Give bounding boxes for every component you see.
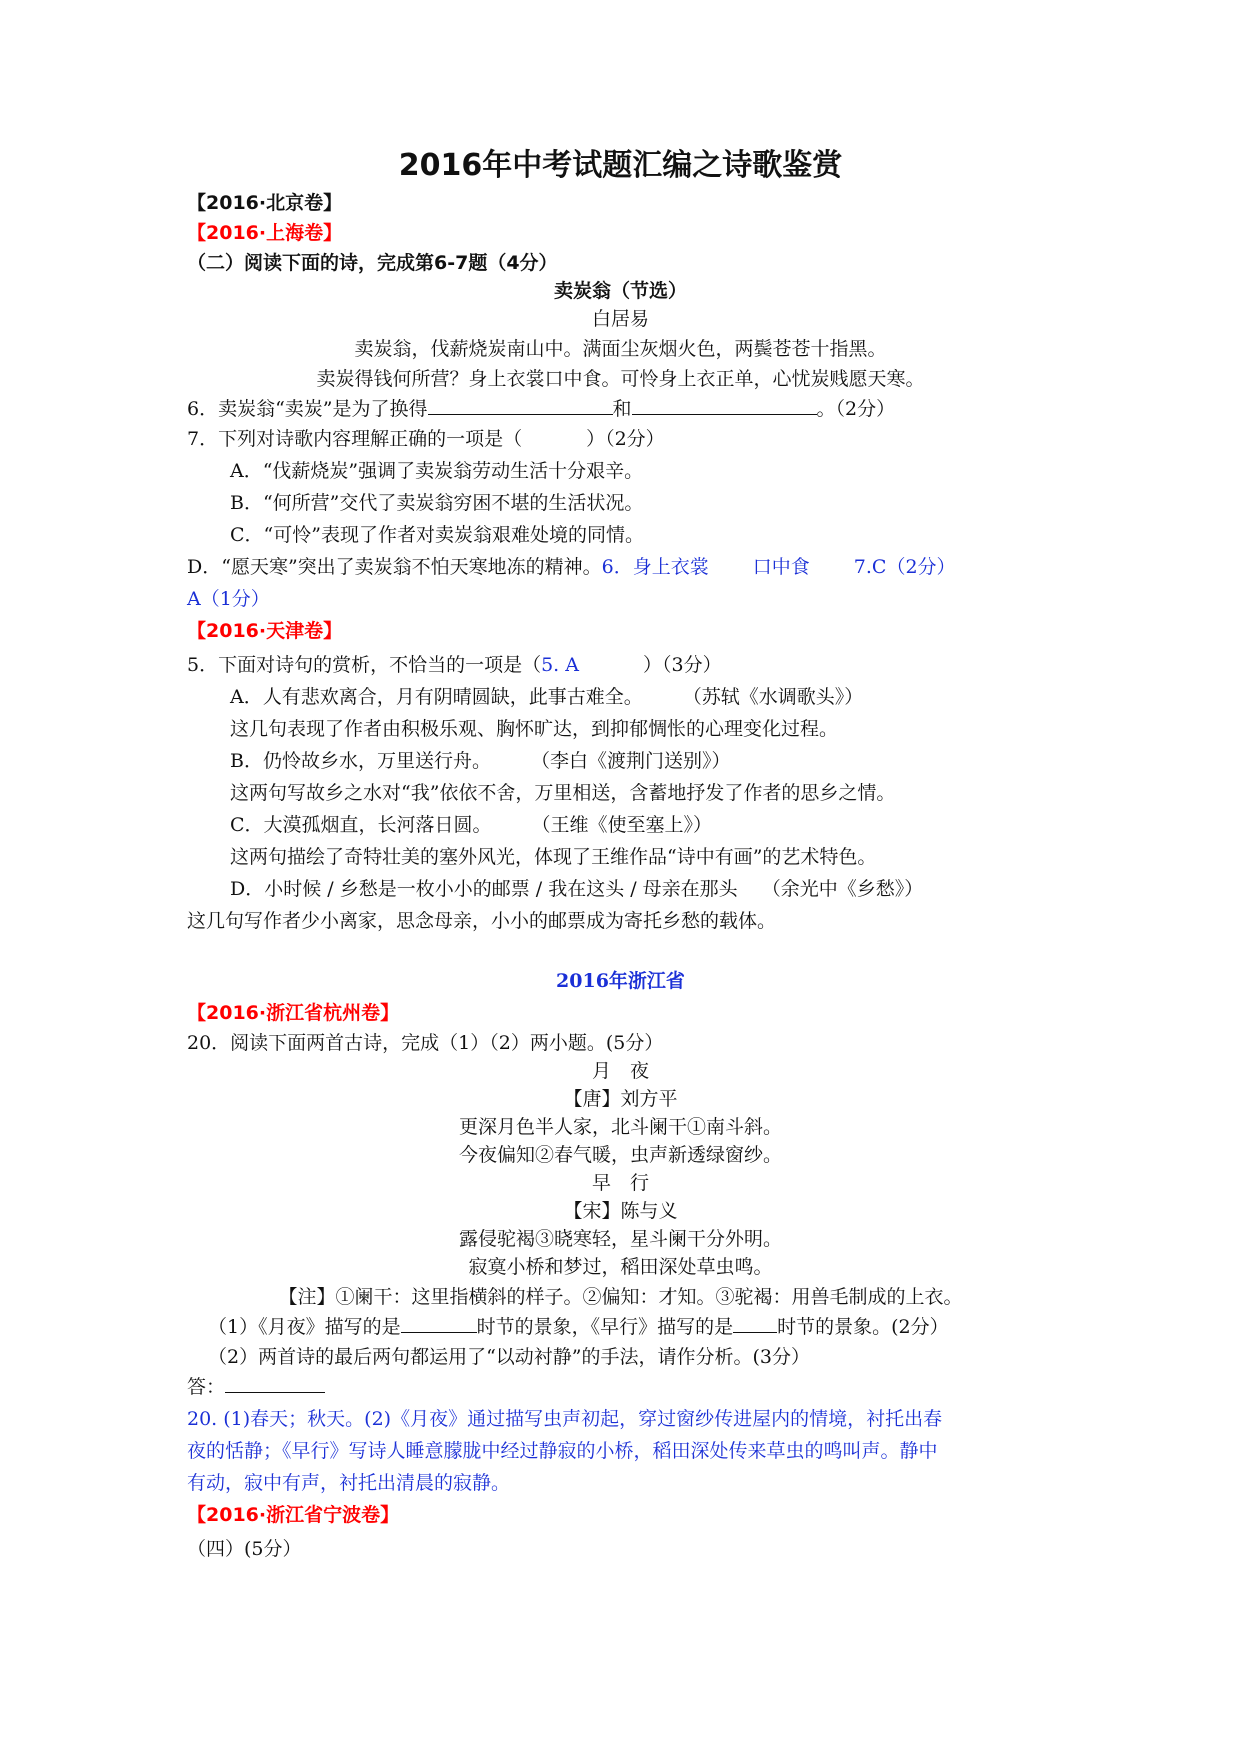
question-6 [187,396,895,422]
answer-20-line-3: 有动，寂中有声，衬托出清晨的寂静。 [187,1472,511,1494]
poem-line-1: 卖炭翁，伐薪烧炭南山中。满面尘灰烟火色，两鬓苍苍十指黑。 [354,338,887,360]
question-20-1 [208,1314,949,1340]
answer-blank[interactable] [733,1314,777,1333]
answer-6b: 口中食 [752,556,810,578]
answer-label: 答： [187,1376,226,1398]
question-7 [187,426,665,452]
question-6-and: 和 [612,398,632,420]
option-5d-source: （余光中《乡愁》） [761,878,924,900]
question-6-points: 。（2分） [816,398,896,420]
question-20-1-text-b: 时节的景象，《早行》描写的是 [476,1316,734,1338]
answer-7: 7.C（2分） [853,556,956,578]
option-5b-note: 这两句写故乡之水对“我”依依不舍，万里相送，含蓄地抒发了作者的思乡之情。 [230,782,896,804]
section-zhejiang: 2016年浙江省 [556,970,685,992]
option-5a [230,684,863,710]
answer-5: 5. A [541,654,579,676]
question-20-1-text-a: （1）《月夜》描写的是 [208,1316,401,1338]
poem-title-maitanweng: 卖炭翁（节选） [553,280,687,302]
poem-author-liufangping: 【唐】刘方平 [563,1088,678,1110]
option-5c-note: 这两句描绘了奇特壮美的塞外风光，体现了王维作品“诗中有画”的艺术特色。 [230,846,877,868]
poem-yueye-line-1: 更深月色半人家，北斗阑干①南斗斜。 [458,1116,782,1138]
poem-author-baijuyi: 白居易 [591,308,649,330]
tianjin-header: 【2016·天津卷】 [187,620,343,642]
poem-note: 【注】①阑干：这里指横斜的样子。②偏知：才知。③驼褐：用兽毛制成的上衣。 [278,1286,963,1308]
poem-zaoxing-line-2: 寂寞小桥和梦过，稻田深处草虫鸣。 [468,1256,773,1278]
question-6-text: 6．卖炭翁“卖炭”是为了换得 [187,398,428,420]
shanghai-header: 【2016·上海卷】 [187,222,343,244]
beijing-header: 【2016·北京卷】 [187,192,343,214]
option-7d-text: D．“愿天寒”突出了卖炭翁不怕天寒地冻的精神。 [187,556,602,578]
option-5a-text: A．人有悲欢离合，月有阴晴圆缺，此事古难全。 [230,686,643,708]
option-5b-text: B．仍怜故乡水，万里送行舟。 [230,750,491,772]
option-5b-source: （李白《渡荆门送别》） [530,750,731,772]
question-7-text: 7．下列对诗歌内容理解正确的一项是（ [187,428,523,450]
poem-title-yueye: 月 夜 [591,1060,649,1082]
option-5c [230,812,712,838]
answer-6: 6．身上衣裳 [601,556,709,578]
answer-20-line-2: 夜的恬静；《早行》写诗人睡意朦胧中经过静寂的小桥，稻田深处传来草虫的鸣叫声。静中 [187,1440,938,1462]
option-7d [187,554,956,580]
ningbo-question: （四）(5分） [187,1538,302,1560]
option-7b: B．“何所营”交代了卖炭翁穷困不堪的生活状况。 [230,492,644,514]
option-5c-text: C．大漠孤烟直，长河落日圆。 [230,814,492,836]
answer-blank[interactable] [401,1314,477,1333]
option-5d [230,876,923,902]
answer-line [187,1374,325,1400]
hangzhou-header: 【2016·浙江省杭州卷】 [187,1002,400,1024]
option-5a-note: 这几句表现了作者由积极乐观、胸怀旷达，到抑郁惆怅的心理变化过程。 [230,718,839,740]
option-5b [230,748,730,774]
poem-title-zaoxing: 早 行 [591,1172,649,1194]
poem-author-chenyuyi: 【宋】陈与义 [563,1200,678,1222]
answer-20-line-1: 20. (1)春天；秋天。(2)《月夜》通过描写虫声初起，穿过窗纱传进屋内的情境，衬托出春 [187,1408,943,1430]
option-5d-note: 这几句写作者少小离家，思念母亲，小小的邮票成为寄托乡愁的载体。 [187,910,777,932]
answer-blank[interactable] [428,396,613,415]
poem-line-2: 卖炭得钱何所营？身上衣裳口中食。可怜身上衣正单，心忧炭贱愿天寒。 [316,368,925,390]
answer-blank[interactable] [225,1374,325,1393]
option-7a: A．“伐薪烧炭”强调了卖炭翁劳动生活十分艰辛。 [230,460,644,482]
question-5-text: 5．下面对诗句的赏析，不恰当的一项是（ [187,654,542,676]
option-5c-source: （王维《使至塞上》） [531,814,713,836]
question-5-points: ）（3分） [642,654,722,676]
poem-yueye-line-2: 今夜偏知②春气暖，虫声新透绿窗纱。 [458,1144,782,1166]
answer-7b: A（1分） [187,588,270,610]
question-20-1-text-c: 时节的景象。(2分） [777,1316,949,1338]
option-5a-source: （苏轼《水调歌头》） [682,686,864,708]
option-7c: C．“可怜”表现了作者对卖炭翁艰难处境的同情。 [230,524,644,546]
question-5 [187,652,722,678]
question-20: 20．阅读下面两首古诗，完成（1）（2）两小题。(5分） [187,1032,664,1054]
option-5d-text: D．小时候 / 乡愁是一枚小小的邮票 / 我在这头 / 母亲在那头 [230,878,738,900]
page-title: 2016年中考试题汇编之诗歌鉴赏 [398,148,843,183]
shanghai-intro: （二）阅读下面的诗，完成第6-7题（4分） [187,252,558,274]
answer-blank[interactable] [632,396,817,415]
question-7-points: ）（2分） [586,428,665,450]
poem-zaoxing-line-1: 露侵驼褐③晓寒轻，星斗阑干分外明。 [458,1228,782,1250]
ningbo-header: 【2016·浙江省宁波卷】 [187,1504,400,1526]
question-20-2: （2）两首诗的最后两句都运用了“以动衬静”的手法，请作分析。(3分） [208,1346,811,1368]
